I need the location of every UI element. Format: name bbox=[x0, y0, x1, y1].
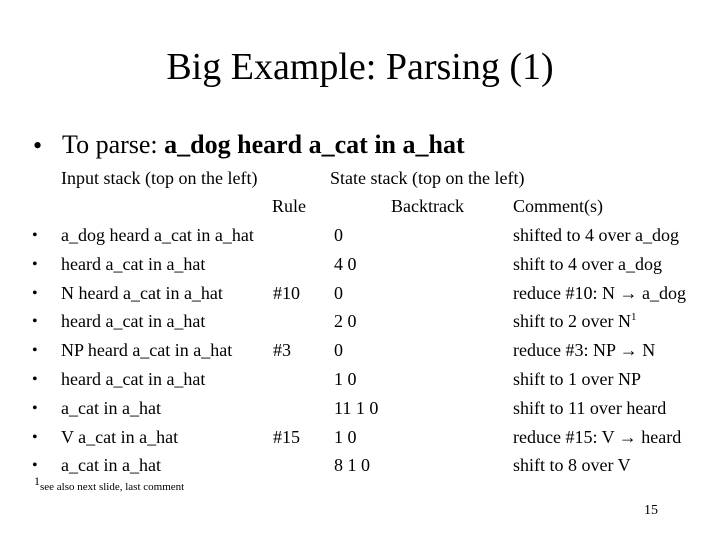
row-comment bbox=[513, 310, 636, 332]
row-input-stack: a_cat in a_hat bbox=[61, 398, 161, 418]
row-input-stack: N heard a_cat in a_hat bbox=[61, 283, 223, 303]
header-rule: Rule bbox=[272, 196, 306, 216]
row-input-stack: heard a_cat in a_hat bbox=[61, 369, 206, 389]
row-comment bbox=[513, 253, 662, 275]
footnote-text: see also next slide, last comment bbox=[40, 481, 185, 493]
row-state-stack: 1 0 bbox=[334, 369, 357, 389]
header-input-stack: Input stack (top on the left) bbox=[61, 168, 258, 188]
row-comment-text: shift to 4 over a_dog bbox=[513, 254, 662, 274]
main-bullet-prefix: To parse: bbox=[62, 130, 165, 159]
main-bullet-marker: • bbox=[33, 131, 43, 160]
row-bullet: • bbox=[32, 371, 38, 388]
sentence-to-parse: a_dog heard a_cat in a_hat bbox=[164, 130, 465, 159]
row-comment bbox=[513, 339, 655, 361]
row-comment bbox=[513, 397, 666, 419]
row-state-stack: 1 0 bbox=[334, 427, 357, 447]
header-backtrack: Backtrack bbox=[391, 196, 464, 216]
slide-title: Big Example: Parsing (1) bbox=[166, 46, 554, 88]
row-bullet: • bbox=[32, 313, 38, 330]
header-comments: Comment(s) bbox=[513, 196, 603, 216]
row-state-stack: 8 1 0 bbox=[334, 455, 370, 475]
row-comment-text: shift to 8 over V bbox=[513, 455, 631, 475]
row-comment-text: shift to 2 over N bbox=[513, 311, 631, 331]
row-state-stack: 0 bbox=[334, 225, 343, 245]
page-number: 15 bbox=[644, 503, 658, 518]
footnote bbox=[34, 474, 185, 495]
header-state-stack: State stack (top on the left) bbox=[330, 168, 525, 188]
row-comment bbox=[513, 426, 681, 448]
row-state-stack: 4 0 bbox=[334, 254, 357, 274]
row-comment bbox=[513, 224, 679, 246]
row-bullet: • bbox=[32, 457, 38, 474]
row-comment bbox=[513, 282, 686, 304]
row-comment-text: shifted to 4 over a_dog bbox=[513, 225, 679, 245]
row-input-stack: V a_cat in a_hat bbox=[61, 427, 179, 447]
main-bullet-text bbox=[62, 128, 465, 162]
row-comment-text: shift to 1 over NP bbox=[513, 369, 641, 389]
row-input-stack: heard a_cat in a_hat bbox=[61, 254, 206, 274]
footnote-mark: 1 bbox=[34, 474, 40, 488]
row-rule: #15 bbox=[273, 427, 300, 447]
row-bullet: • bbox=[32, 342, 38, 359]
row-comment bbox=[513, 454, 631, 476]
row-bullet: • bbox=[32, 256, 38, 273]
row-comment-footnote-ref: 1 bbox=[630, 311, 637, 323]
row-comment bbox=[513, 368, 641, 390]
row-comment-text: reduce #15: V → heard bbox=[513, 427, 682, 447]
row-input-stack: a_cat in a_hat bbox=[61, 455, 161, 475]
row-rule: #3 bbox=[273, 340, 291, 360]
row-comment-text: reduce #10: N → a_dog bbox=[513, 283, 686, 303]
row-bullet: • bbox=[32, 227, 38, 244]
row-state-stack: 0 bbox=[334, 340, 343, 360]
row-rule: #10 bbox=[273, 283, 300, 303]
row-state-stack: 11 1 0 bbox=[334, 398, 379, 418]
row-input-stack: NP heard a_cat in a_hat bbox=[61, 340, 233, 360]
row-comment-text: shift to 11 over heard bbox=[513, 398, 667, 418]
row-state-stack: 2 0 bbox=[334, 311, 357, 331]
row-state-stack: 0 bbox=[334, 283, 343, 303]
row-input-stack: heard a_cat in a_hat bbox=[61, 311, 206, 331]
row-bullet: • bbox=[32, 400, 38, 417]
row-bullet: • bbox=[32, 429, 38, 446]
row-bullet: • bbox=[32, 285, 38, 302]
row-comment-text: reduce #3: NP → N bbox=[513, 340, 656, 360]
row-input-stack: a_dog heard a_cat in a_hat bbox=[61, 225, 254, 245]
